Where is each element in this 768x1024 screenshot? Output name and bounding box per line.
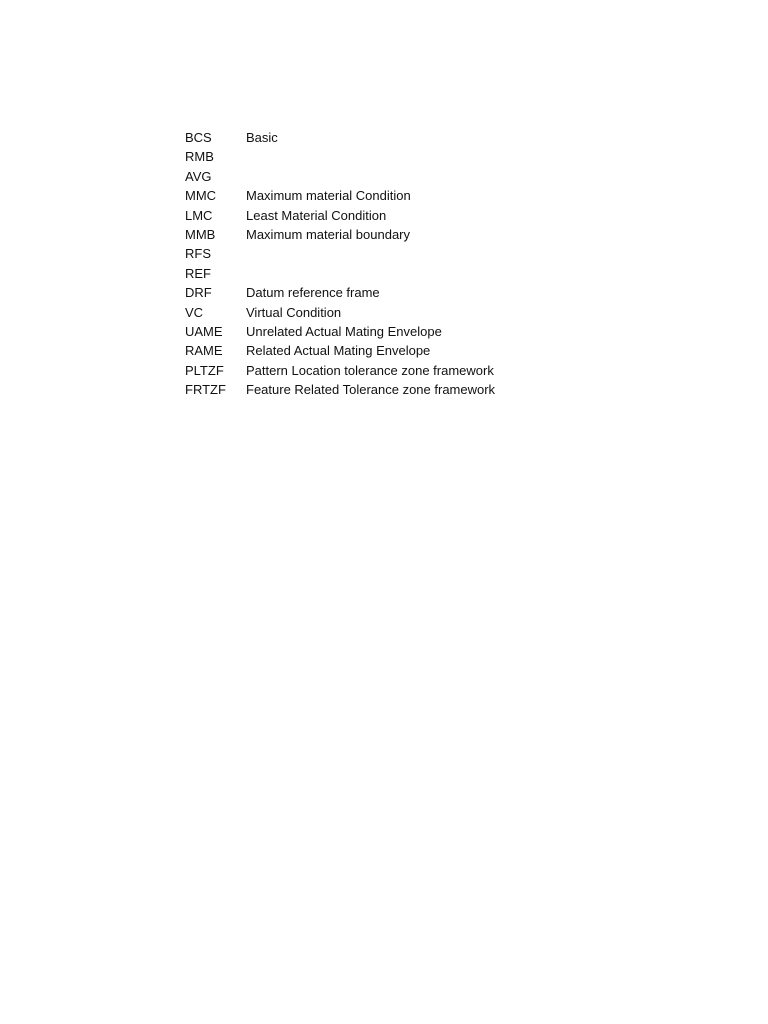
table-row bbox=[185, 186, 495, 205]
abbreviation-code: MMB bbox=[185, 227, 216, 243]
abbreviation-code: LMC bbox=[185, 207, 213, 223]
abbreviation-meaning bbox=[246, 264, 495, 283]
table-row bbox=[185, 264, 495, 283]
abbreviation-meaning: Pattern Location tolerance zone framework bbox=[246, 362, 494, 378]
abbreviation-meaning: Related Actual Mating Envelope bbox=[246, 343, 431, 359]
abbreviation-code: BCS bbox=[185, 130, 212, 145]
abbreviation-code: PLTZF bbox=[185, 362, 224, 378]
abbreviation-code: UAME bbox=[185, 324, 223, 340]
abbreviation-code: DRF bbox=[185, 285, 212, 301]
abbreviation-code: RAME bbox=[185, 343, 223, 359]
abbreviation-code: FRTZF bbox=[185, 382, 226, 398]
table-row bbox=[185, 206, 495, 225]
table-row bbox=[185, 167, 495, 186]
abbreviation-code: RMB bbox=[185, 149, 214, 165]
abbreviation-meaning: Virtual Condition bbox=[246, 304, 342, 320]
table-row bbox=[185, 225, 495, 244]
abbreviation-table bbox=[185, 128, 495, 400]
table-row bbox=[185, 283, 495, 302]
abbreviation-meaning: Basic bbox=[246, 130, 278, 145]
abbreviation-code: VC bbox=[185, 304, 204, 320]
abbreviation-meaning bbox=[246, 244, 495, 263]
abbreviation-code: RFS bbox=[185, 246, 211, 262]
abbreviation-meaning: Least Material Condition bbox=[246, 207, 387, 223]
abbreviation-meaning: Maximum material Condition bbox=[246, 188, 411, 204]
abbreviation-code: REF bbox=[185, 265, 211, 281]
table-row bbox=[185, 244, 495, 263]
table-row bbox=[185, 128, 495, 147]
abbreviation-code: MMC bbox=[185, 188, 217, 204]
table-row bbox=[185, 361, 495, 380]
table-row bbox=[185, 322, 495, 341]
abbreviation-meaning: Maximum material boundary bbox=[246, 227, 411, 243]
table-row bbox=[185, 341, 495, 360]
abbreviation-meaning: Unrelated Actual Mating Envelope bbox=[246, 324, 442, 340]
table-row bbox=[185, 303, 495, 322]
abbreviation-meaning bbox=[246, 167, 495, 186]
table-row bbox=[185, 147, 495, 166]
abbreviation-code: AVG bbox=[185, 168, 212, 184]
abbreviation-meaning bbox=[246, 147, 495, 166]
table-row bbox=[185, 380, 495, 399]
abbreviation-meaning: Datum reference frame bbox=[246, 285, 380, 301]
abbreviation-meaning: Feature Related Tolerance zone framework bbox=[246, 382, 496, 398]
